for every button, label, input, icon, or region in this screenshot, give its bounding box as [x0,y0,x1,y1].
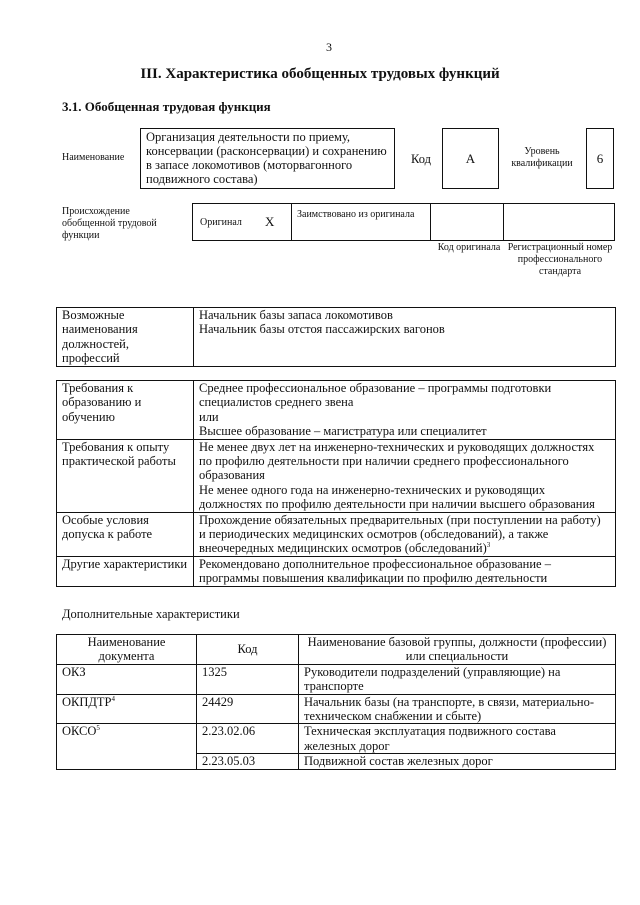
education-label: Требования к образованию и обучению [57,381,194,440]
requirements-table [56,380,616,587]
row-code: 2.23.02.06 [197,724,299,754]
origin-borrowed-label: Заимствовано из оригинала [297,209,415,220]
qualification-level-label: Уровень квалификации [511,146,573,169]
origin-divider-3 [503,204,504,240]
positions-list [194,308,616,367]
origin-box [192,203,615,241]
positions-table [56,307,616,367]
function-name-value: Организация деятельности по приему, консервации (расконсервации) и сохранению в запасе локомотивов (моторвагонного подвижного состава) [146,130,387,186]
qualification-level-value: 6 [596,150,604,166]
row-code: 24429 [197,694,299,724]
function-code-box [442,128,499,189]
origin-code-caption: Код оригинала [437,242,501,253]
row-doc-text: ОКПДТР [62,694,112,709]
education-value: Среднее профессиональное образование – программы подготовки специалистов среднего звена или Высшее образование – магистратура или специалитет [194,381,616,440]
reg-number-caption: Регистрационный номер профессионального стандарта [507,242,613,277]
header-group: Наименование базовой группы, должности (профессии) или специальности [299,635,616,665]
header-document: Наименование документа [57,635,197,665]
row-code: 1325 [197,664,299,694]
row-name: Руководители подразделений (управляющие) на транспорте [299,664,616,694]
row-doc-footnote: 5 [96,724,100,733]
function-name-box [140,128,395,189]
origin-divider-1 [291,204,292,240]
row-name: Подвижной состав железных дорог [299,754,616,769]
experience-label: Требования к опыту практической работы [57,439,194,512]
table-row [57,664,616,694]
row-doc [57,664,197,694]
experience-value: Не менее двух лет на инженерно-технических и руководящих должностях по профилю деятельности при наличии среднего профессионального образования Не менее одного года на инженерно-технических и руководящих должностях по профилю деятельности при наличии высшего образования [194,439,616,512]
origin-label: Происхождение обобщенной трудовой функции [62,206,157,241]
page-number: 3 [326,40,332,54]
admission-label: Особые условия допуска к работе [57,512,194,556]
header-code: Код [197,635,299,665]
other-value: Рекомендовано дополнительное профессиональное образование – программы повышения квалификации по профилю деятельности [194,556,616,586]
origin-original-label: Оригинал [200,217,242,228]
positions-label: Возможные наименования должностей, профессий [57,308,194,367]
row-doc [57,724,197,769]
function-code-label: Код [411,152,431,166]
origin-divider-2 [430,204,431,240]
qualification-level-box [586,128,614,189]
additional-table [56,634,616,770]
function-name-label: Наименование [62,152,125,163]
row-code: 2.23.05.03 [197,754,299,769]
table-row [57,694,616,724]
position-item: Начальник базы отстоя пассажирских вагонов [199,322,445,337]
table-row [57,724,616,754]
position-item: Начальник базы запаса локомотивов [199,308,393,322]
origin-original-mark: X [265,214,275,229]
admission-cell [194,512,616,556]
admission-footnote: 3 [486,541,491,550]
function-code-value: A [465,150,476,166]
row-doc-text: ОКСО [62,724,97,739]
row-name: Техническая эксплуатация подвижного состава железных дорог [299,724,616,754]
row-doc [57,694,197,724]
other-label: Другие характеристики [57,556,194,586]
admission-value: Прохождение обязательных предварительных (при поступлении на работу) и периодических медицинских осмотров (обследований), а также внеочередных медицинских осмотров (обследований) [199,512,601,556]
additional-title: Дополнительные характеристики [62,607,240,621]
row-doc-footnote: 4 [111,694,116,703]
row-name: Начальник базы (на транспорте, в связи, материально-техническом снабжении и сбыте) [299,694,616,724]
section-title: III. Характеристика обобщенных трудовых функций [140,66,500,82]
row-doc-text: ОКЗ [62,664,86,679]
subsection-title: 3.1. Обобщенная трудовая функция [62,99,271,114]
